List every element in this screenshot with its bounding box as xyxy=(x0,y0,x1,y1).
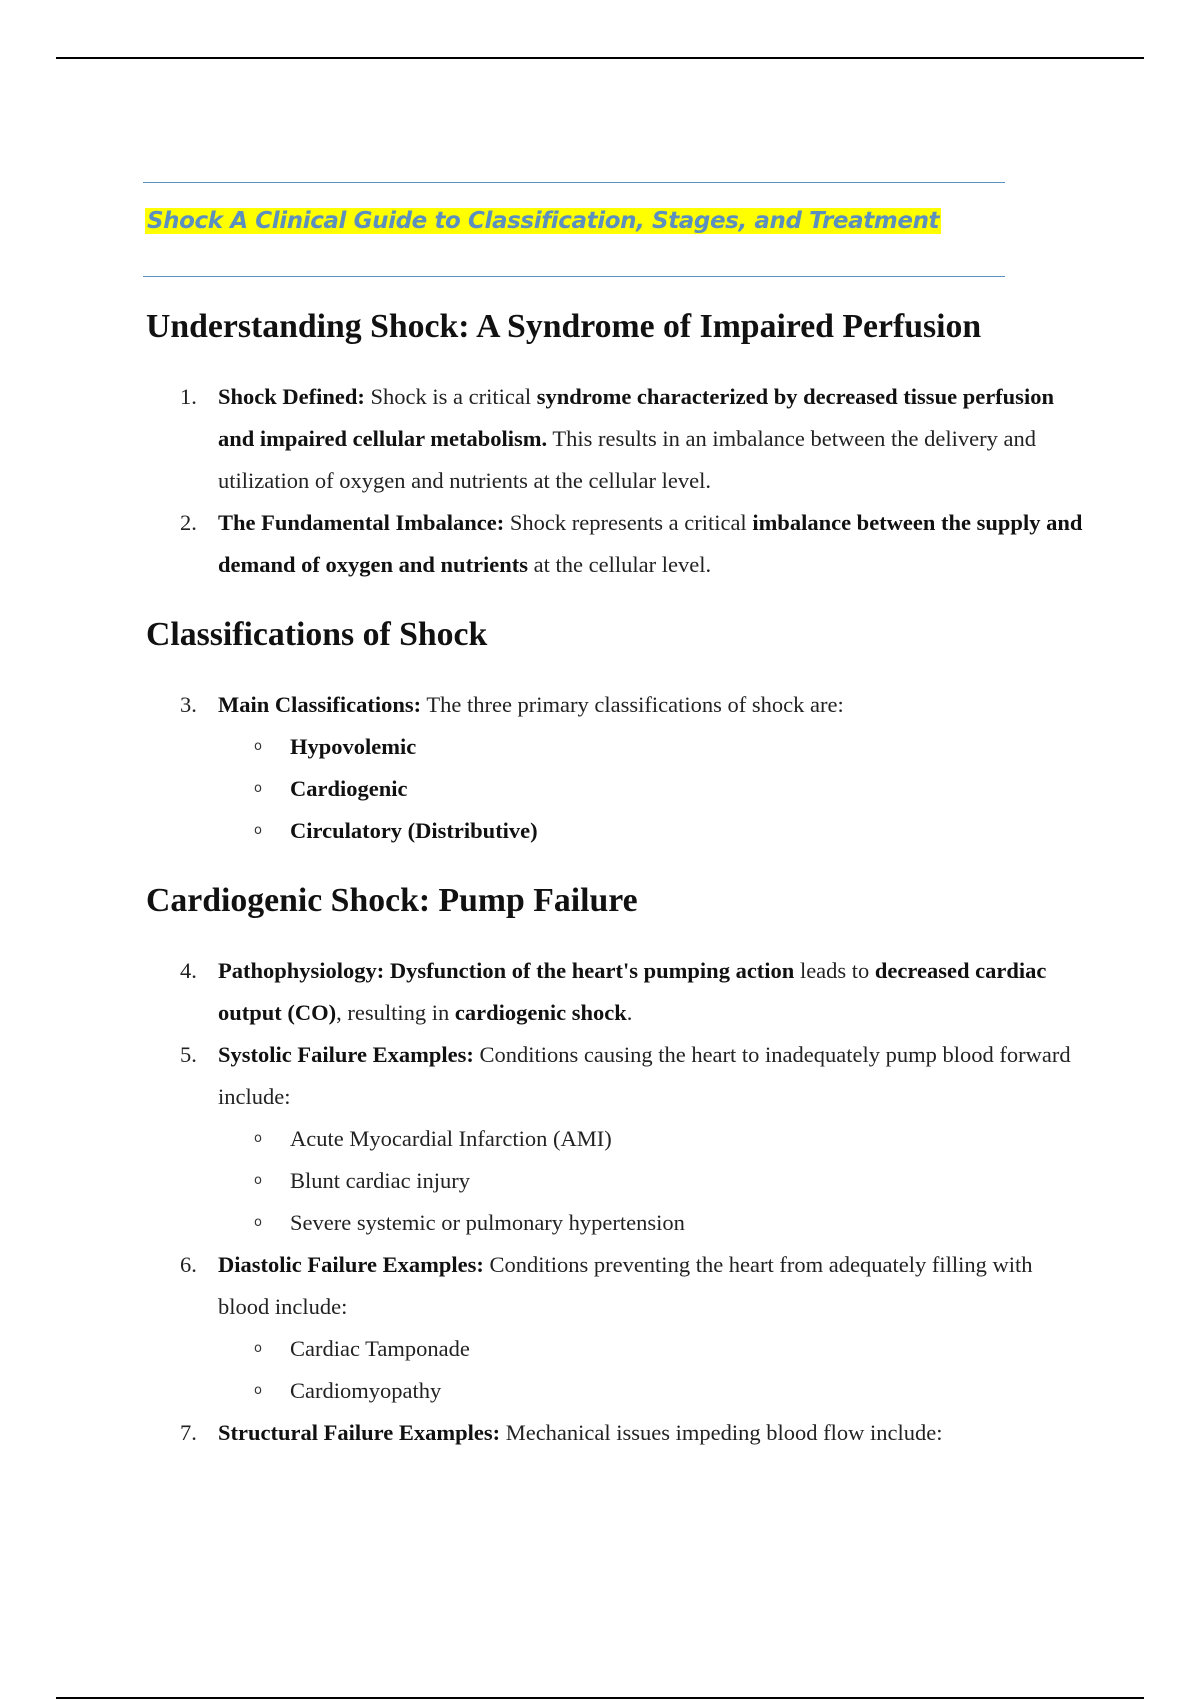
sub-list-item xyxy=(218,1370,1086,1412)
numbered-list xyxy=(146,684,1086,852)
sub-list-item xyxy=(218,1160,1086,1202)
sub-item-text: Circulatory (Distributive) xyxy=(290,818,538,843)
item-text: Shock represents a critical xyxy=(504,510,753,535)
item-text: . xyxy=(626,1000,633,1025)
item-label: The Fundamental Imbalance: xyxy=(218,510,505,535)
page-top-rule xyxy=(56,57,1144,59)
item-text: Mechanical issues impeding blood flow include: xyxy=(500,1420,943,1445)
item-emphasis: syndrome characterized by decreased tissue perfusion and impaired cellular metabolism. xyxy=(218,384,1054,451)
item-label: Pathophysiology: Dysfunction of the heart's pumping action xyxy=(218,958,795,983)
numbered-list xyxy=(146,950,1086,1454)
item-text: at the cellular level. xyxy=(528,552,712,577)
item-number: 6. xyxy=(180,1252,197,1277)
sub-list-item xyxy=(218,1118,1086,1160)
item-emphasis: decreased cardiac output (CO) xyxy=(218,958,1047,1025)
item-number: 2. xyxy=(180,510,197,535)
circle-bullet-icon: o xyxy=(254,1215,262,1230)
sub-list-item xyxy=(218,810,1086,852)
item-emphasis: imbalance between the supply and demand of oxygen and nutrients xyxy=(218,510,1083,577)
document-body xyxy=(146,306,1086,1454)
circle-bullet-icon: o xyxy=(254,1131,262,1146)
item-label: Structural Failure Examples: xyxy=(218,1420,501,1445)
item-text: Conditions causing the heart to inadequately pump blood forward include: xyxy=(218,1042,1071,1109)
document-title xyxy=(145,203,941,239)
item-text: This results in an imbalance between the delivery and utilization of oxygen and nutrients at the cellular level. xyxy=(218,426,1036,493)
list-item xyxy=(146,950,1086,1034)
item-emphasis: cardiogenic shock xyxy=(454,1000,627,1025)
sub-item-text: Cardiogenic xyxy=(290,776,408,801)
item-number: 5. xyxy=(180,1042,197,1067)
section-heading-classifications: Classifications of Shock xyxy=(146,616,488,653)
circle-bullet-icon: o xyxy=(254,823,262,838)
sub-list-item xyxy=(218,1328,1086,1370)
title-bottom-rule xyxy=(143,276,1005,277)
section-heading-understanding-shock: Understanding Shock: A Syndrome of Impaired Perfusion xyxy=(146,308,982,345)
circle-bullet-icon: o xyxy=(254,739,262,754)
sub-item-text: Blunt cardiac injury xyxy=(290,1168,470,1193)
item-text: , resulting in xyxy=(336,1000,455,1025)
sub-item-text: Hypovolemic xyxy=(290,734,417,759)
sub-list-item xyxy=(218,1202,1086,1244)
sub-item-text: Cardiac Tamponade xyxy=(290,1336,470,1361)
sub-item-text: Severe systemic or pulmonary hypertension xyxy=(290,1210,685,1235)
sub-item-text: Cardiomyopathy xyxy=(290,1378,442,1403)
list-item xyxy=(146,1412,1086,1454)
list-item xyxy=(146,684,1086,852)
item-number: 1. xyxy=(180,384,197,409)
list-item xyxy=(146,1244,1086,1412)
sub-list xyxy=(218,1118,1086,1244)
item-label: Main Classifications: xyxy=(218,692,422,717)
page-bottom-rule xyxy=(56,1697,1144,1699)
item-number: 4. xyxy=(180,958,197,983)
item-text: leads to xyxy=(794,958,875,983)
sub-list xyxy=(218,1328,1086,1412)
list-item xyxy=(146,1034,1086,1244)
list-item xyxy=(146,376,1086,502)
sub-list-item xyxy=(218,726,1086,768)
item-text: Conditions preventing the heart from adequately filling with blood include: xyxy=(218,1252,1033,1319)
sub-item-text: Acute Myocardial Infarction (AMI) xyxy=(290,1126,612,1151)
item-label: Systolic Failure Examples: xyxy=(218,1042,474,1067)
title-top-rule xyxy=(143,182,1005,183)
circle-bullet-icon: o xyxy=(254,1341,262,1356)
sub-list xyxy=(218,726,1086,852)
item-number: 3. xyxy=(180,692,197,717)
list-item xyxy=(146,502,1086,586)
item-text: Shock is a critical xyxy=(364,384,537,409)
circle-bullet-icon: o xyxy=(254,1383,262,1398)
item-label: Shock Defined: xyxy=(218,384,365,409)
circle-bullet-icon: o xyxy=(254,1173,262,1188)
document-title-text: Shock A Clinical Guide to Classification, Stages, and Treatment xyxy=(147,208,940,234)
section-heading-cardiogenic-shock: Cardiogenic Shock: Pump Failure xyxy=(146,882,638,919)
item-number: 7. xyxy=(180,1420,197,1445)
circle-bullet-icon: o xyxy=(254,781,262,796)
item-text: The three primary classifications of shock are: xyxy=(421,692,844,717)
numbered-list xyxy=(146,376,1086,586)
sub-list-item xyxy=(218,768,1086,810)
item-label: Diastolic Failure Examples: xyxy=(218,1252,484,1277)
